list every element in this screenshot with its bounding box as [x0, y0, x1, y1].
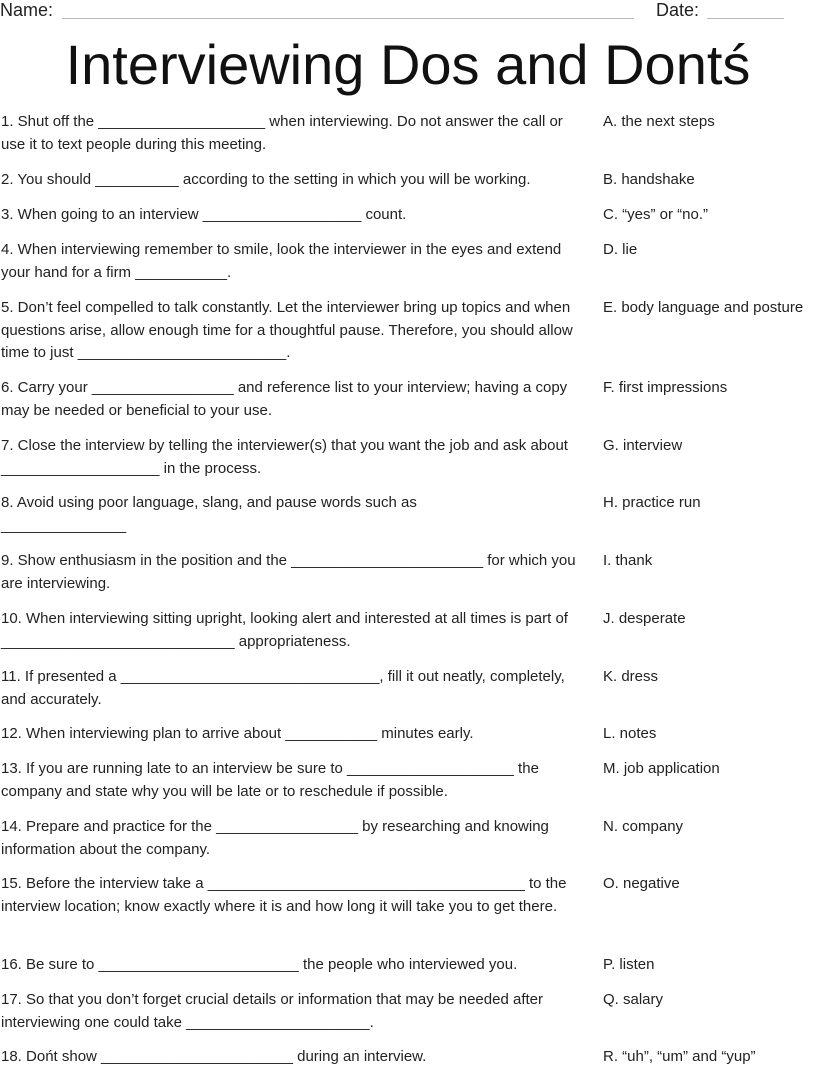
answer-e: E. body language and posture: [603, 299, 804, 316]
answer-p: P. listen: [603, 956, 655, 973]
answer-j: J. desperate: [603, 610, 686, 627]
answer-g: G. interview: [603, 437, 683, 454]
question-4: 4. When interviewing remember to smile, look the interviewer in the eyes and extend your hand for a firm ___________.: [1, 241, 562, 281]
answer-r: R. “uh”, “um” and “yup”: [603, 1048, 756, 1065]
question-3: 3. When going to an interview ___________________ count.: [1, 206, 407, 223]
question-18: 18. Dońt show _______________________ during an interview.: [1, 1048, 427, 1065]
question-15: 15. Before the interview take a ______________________________________ to the interview location; know exactly where it is and how long it will take you to get there.: [1, 875, 567, 915]
question-2: 2. You should __________ according to the setting in which you will be working.: [1, 171, 531, 188]
answer-o: O. negative: [603, 875, 680, 892]
question-14: 14. Prepare and practice for the _________________ by researching and knowing information about the company.: [1, 818, 549, 858]
question-11: 11. If presented a _______________________________, fill it out neatly, completely, and accurately.: [1, 668, 565, 708]
answer-f: F. first impressions: [603, 379, 728, 396]
answer-c: C. “yes” or “no.”: [603, 206, 709, 223]
answer-n: N. company: [603, 818, 684, 835]
question-8: 8. Avoid using poor language, slang, and pause words such as _______________: [1, 494, 417, 534]
name-label: Name:: [0, 0, 54, 20]
question-1: 1. Shut off the ____________________ when interviewing. Do not answer the call or use it to text people during this meeting.: [1, 113, 563, 153]
question-9: 9. Show enthusiasm in the position and the _______________________ for which you are interviewing.: [1, 552, 576, 592]
worksheet-title: Interviewing Dos and Dontś: [65, 33, 751, 96]
answer-b: B. handshake: [603, 171, 695, 188]
question-7: 7. Close the interview by telling the interviewer(s) that you want the job and ask about ___________________ in the process.: [1, 437, 568, 477]
answer-a: A. the next steps: [603, 113, 715, 130]
date-field[interactable]: [707, 18, 784, 19]
question-13: 13. If you are running late to an interview be sure to ____________________ the company and state why you will be late or to reschedule if possible.: [1, 760, 539, 800]
question-16: 16. Be sure to ________________________ the people who interviewed you.: [1, 956, 518, 973]
date-label: Date:: [656, 0, 700, 20]
answer-l: L. notes: [603, 725, 657, 742]
question-6: 6. Carry your _________________ and reference list to your interview; having a copy may be needed or beneficial to your use.: [1, 379, 568, 419]
answer-m: M. job application: [603, 760, 720, 777]
answer-i: I. thank: [603, 552, 653, 569]
answer-q: Q. salary: [603, 991, 664, 1008]
name-field[interactable]: [62, 18, 634, 19]
question-12: 12. When interviewing plan to arrive about ___________ minutes early.: [1, 725, 474, 742]
question-5: 5. Don’t feel compelled to talk constantly. Let the interviewer bring up topics and when questions arise, allow enough time for a thoughtful pause. Therefore, you should allow time to just _________________________.: [1, 299, 573, 361]
worksheet-header: [0, 0, 816, 24]
answer-k: K. dress: [603, 668, 659, 685]
answer-h: H. practice run: [603, 494, 701, 511]
answer-d: D. lie: [603, 241, 638, 258]
question-10: 10. When interviewing sitting upright, looking alert and interested at all times is part of ____________________________ appropriateness.: [1, 610, 568, 650]
question-17: 17. So that you don’t forget crucial details or information that may be needed after interviewing one could take ______________________.: [1, 991, 543, 1031]
